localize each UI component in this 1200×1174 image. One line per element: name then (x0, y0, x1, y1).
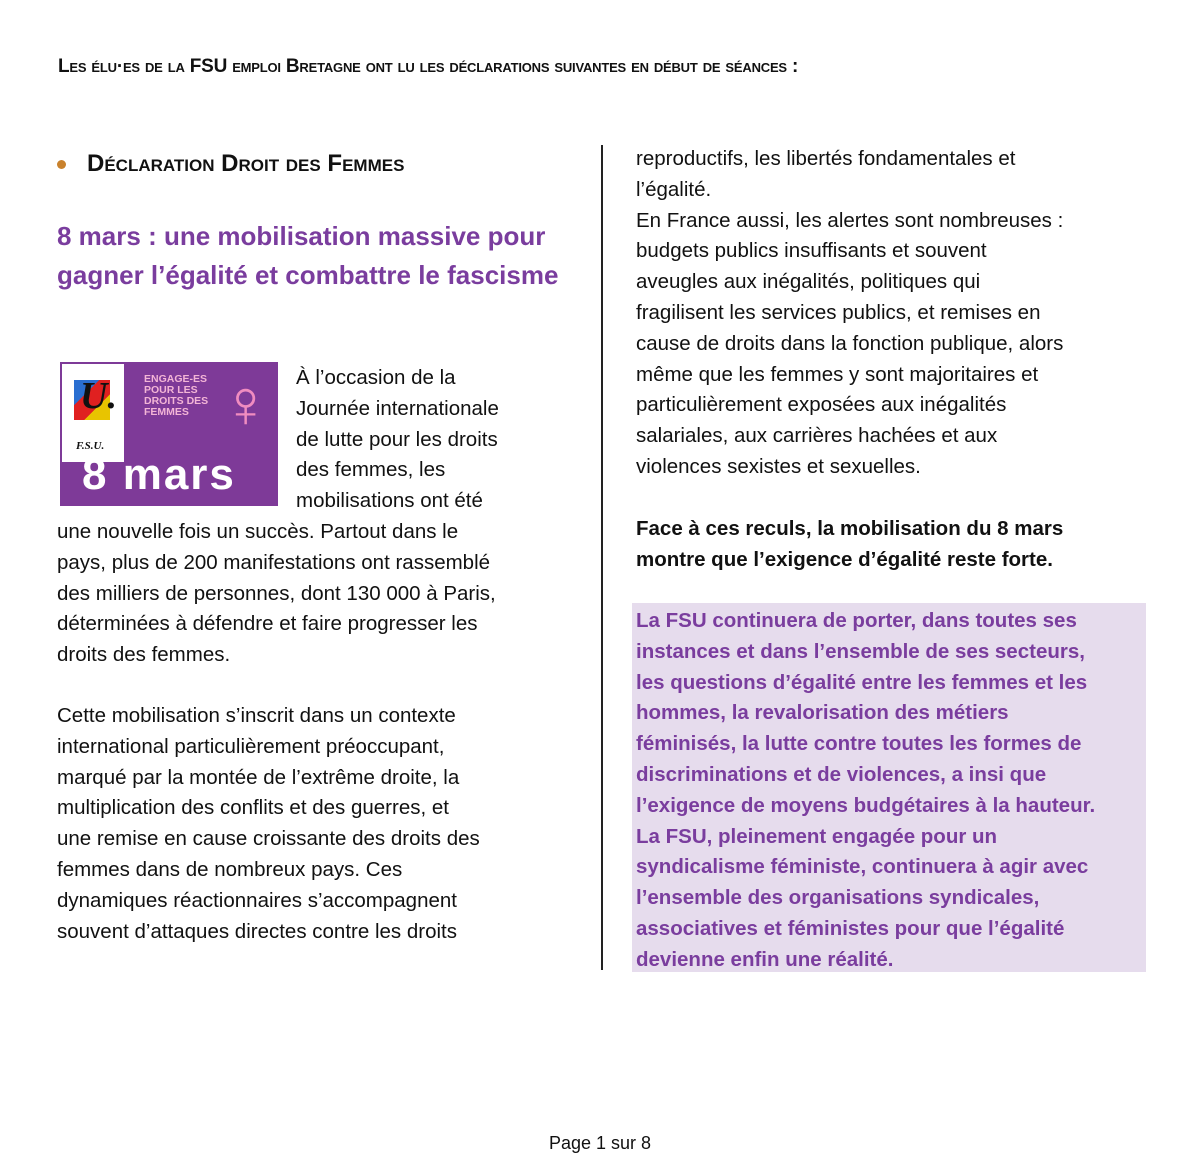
text-line: cause de droits dans la fonction publique, alors (636, 331, 1064, 355)
text-line: l’égalité. (636, 177, 712, 201)
date-text: 8 mars (82, 450, 236, 499)
text-line: des milliers de personnes, dont 130 000 à Paris, (57, 581, 496, 605)
text-line: syndicalisme féministe, continuera à agir avec (636, 855, 1089, 879)
paragraph-intro-cont (57, 517, 496, 671)
text-line: les questions d’égalité entre les femmes et les (636, 670, 1088, 694)
paragraph-reculs (636, 514, 1063, 576)
text-line: droits des femmes. (57, 643, 231, 667)
banner-text: ENGAGE-ES POUR LES DROITS DES FEMMES (144, 373, 209, 418)
article-title: 8 mars : une mobilisation massive pour gagner l’égalité et combattre le fascisme (57, 221, 559, 290)
text-line: une nouvelle fois un succès. Partout dans le (57, 520, 459, 543)
text-line: l’ensemble des organisations syndicales, (636, 886, 1040, 910)
feminist-fist-icon: ♀ (220, 366, 271, 442)
text-line: aveugles aux inégalités, politiques qui (636, 270, 981, 294)
fsu-logo: U. F.S.U. (62, 364, 124, 462)
column-divider (601, 145, 603, 970)
text-line: Journée internationale (296, 396, 499, 420)
8-mars-image (60, 362, 278, 506)
text-line: montre que l’exigence d’égalité reste forte. (636, 547, 1053, 571)
paragraph-intro (296, 363, 499, 517)
text-line: mobilisations ont été (296, 489, 483, 513)
text-line: multiplication des conflits et des guerres, et (57, 796, 449, 820)
text-line: fragilisent les services publics, et remises en (636, 300, 1041, 324)
text-line: discriminations et de violences, a insi que (636, 762, 1047, 786)
section-title: Déclaration Droit des Femmes (87, 150, 405, 177)
text-line: féminisés, la lutte contre toutes les formes de (636, 732, 1082, 756)
text-line: reproductifs, les libertés fondamentales et (636, 147, 1016, 170)
text-line: hommes, la revalorisation des métiers (636, 701, 1009, 725)
text-line: instances et dans l’ensemble de ses secteurs, (636, 639, 1085, 663)
text-line: budgets publics insuffisants et souvent (636, 239, 987, 263)
paragraph-context (57, 701, 480, 947)
text-line: particulièrement exposées aux inégalités (636, 393, 1007, 417)
text-line: devienne enfin une réalité. (636, 947, 894, 971)
text-line: En France aussi, les alertes sont nombreuses : (636, 208, 1064, 232)
text-line: marqué par la montée de l’extrême droite, la (57, 765, 460, 789)
text-line: Cette mobilisation s’inscrit dans un contexte (57, 704, 456, 727)
text-line: même que les femmes y sont majoritaires et (636, 362, 1039, 386)
text-line: La FSU continuera de porter, dans toutes ses (636, 609, 1077, 632)
text-line: À l’occasion de la (296, 366, 456, 389)
text-line: pays, plus de 200 manifestations ont rassemblé (57, 550, 491, 574)
text-line: des femmes, les (296, 458, 446, 482)
paragraph-fsu (636, 606, 1095, 976)
text-line: associatives et féministes pour que l’égalité (636, 916, 1065, 940)
paragraph-france (636, 144, 1063, 483)
text-line: international particulièrement préoccupant, (57, 734, 445, 758)
text-line: de lutte pour les droits (296, 427, 498, 451)
page-header: Les élu·es de la FSU emploi Bretagne ont lu les déclarations suivantes en début de séances : (58, 56, 799, 77)
text-line: souvent d’attaques directes contre les droits (57, 919, 457, 943)
bullet-icon (57, 160, 66, 169)
text-line: déterminées à défendre et faire progresser les (57, 612, 478, 636)
text-line: une remise en cause croissante des droits des (57, 827, 480, 851)
text-line: La FSU, pleinement engagée pour un (636, 824, 998, 848)
text-line: Face à ces reculs, la mobilisation du 8 mars (636, 517, 1064, 540)
text-line: l’exigence de moyens budgétaires à la hauteur. (636, 793, 1096, 817)
text-line: femmes dans de nombreux pays. Ces (57, 857, 403, 881)
page-number: Page 1 sur 8 (548, 1133, 652, 1153)
text-line: salariales, aux carrières hachées et aux (636, 424, 998, 448)
text-line: dynamiques réactionnaires s’accompagnent (57, 888, 457, 912)
text-line: violences sexistes et sexuelles. (636, 454, 921, 478)
